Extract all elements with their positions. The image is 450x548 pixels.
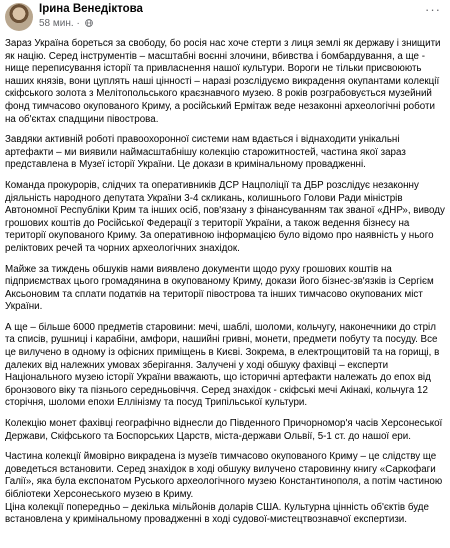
globe-icon[interactable] — [85, 19, 93, 27]
author-name[interactable]: Ірина Венедіктова — [39, 3, 143, 15]
paragraph-5: А ще – більше 6000 предметів старовини: мечі, шаблі, шоломи, кольчугу, наконечники до стріл та списів, рушниці і карабіни, амфори, нашийні гривні, монети, предмети побуту та посуду. Все це вилучено в одному із офісних приміщень в Києві. Зокрема, в електрощитовій та на горищі, в далеких від належних умовах зберігання. Залучені у ході обшуку фахівці – експерти Національного музею історії України вважають, що історичні артефакти належать до епох від бронзового віку та пізнього середньовіччя. Серед знахідок - скіфські мечі Акінакі, кольчуга 12 сторічня, шоломи епохи Еллінізму та посуд Трипільської культури. — [5, 321, 440, 409]
post-meta — [39, 18, 93, 29]
paragraph-2: Завдяки активній роботі правоохоронної системи нам вдається і віднаходити унікальні артефакти – ми виявили наймасштабнішу колекцію старожитностей, частина якої зараз представлена в Музеї історії України. Це докази в кримінальному провадженні. — [5, 134, 406, 171]
paragraph-6: Колекцію монет фахівці географічно віднесли до Південного Причорномор'я часів Херсонеської Держави, Скіфського та Боспорських Царств, міста-держави Ольвії, 5-1 ст. до нашої ери. — [5, 418, 443, 442]
paragraph-7: Частина колекції ймовірно викрадена із музеїв тимчасово окупованого Криму – це слідству ще доведеться встановити. Серед знахідок в ході обшуку вилучено старовинну книгу «Саркофаги Галії», яка була експонатом Руського археологічного музею Константинополя, а потім частиною бібліотеки Херсонеського музею в Криму. Ціна колекції попередньо – декілька мільйонів доларів США. Культурна цінність об'єктів буде встановлена у кримінальному провадженні в ході судової-мистецтвознавчої експертизи. — [5, 451, 443, 526]
paragraph-3: Команда прокурорів, слідчих та оперативників ДСР Нацполіції та ДБР розслідує незаконну діяльність народного депутата України 3-4 скликань, колишнього Голови Ради міністрів Автономної Республіки Крим та інших осіб, пов'язану з фінансуванням так званої «ДНР», виводу грошових коштів до Російської Федерації з території України, а також ведення бізнесу на території окупованого Криму. За оперативною інформацією було відомо про наявність у нього реліктових речей та чорних археологічних знахідок. — [5, 179, 445, 254]
post-body — [5, 38, 445, 535]
post-header — [0, 0, 450, 34]
author-avatar[interactable] — [5, 3, 33, 31]
separator-dot: · — [76, 18, 83, 29]
post-time[interactable]: 58 мин. — [39, 18, 74, 29]
paragraph-4: Майже за тиждень обшуків нами виявлено документи щодо руху грошових коштів на підприємствах цього громадянина в окупованому Криму, докази його бізнес-зв'язків із Сергієм Аксьоновим та сплати податків на території півострова та інших тимчасово окупованих міст України. — [5, 263, 434, 313]
paragraph-1: Зараз Україна бореться за свободу, бо росія нас хоче стерти з лиця землі як державу і знищити як націю. Серед інструментів – масштабні воєнні злочини, вбивства і бомбардування, а ще - нище переписування історії та привласнення нашої культури. Вороги не тільки присвоюють наших князів, вони цуплять наші цінності – наразі розслідуємо викрадення окупантами колекції скіфського золота з Мелітопольського краєзнавчого музею. 8 років розграбовується музейний фонд тимчасово окупованого Криму, а російський Ермітаж веде незаконні археологічні роботи на об'єктах спадщини півострова. — [5, 38, 441, 125]
more-options-icon[interactable]: ··· — [425, 2, 441, 17]
